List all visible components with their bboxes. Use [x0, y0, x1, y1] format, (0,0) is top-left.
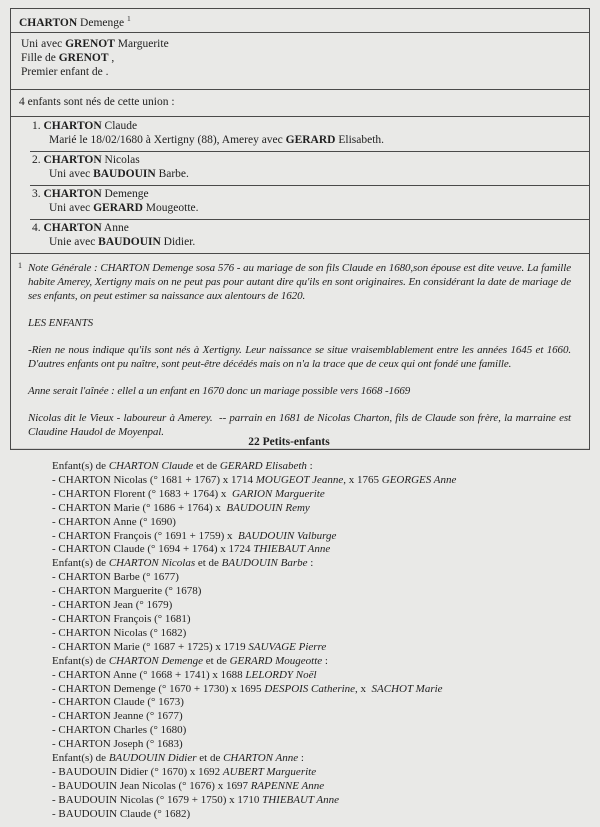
child-row	[30, 185, 589, 219]
person-text: et de	[203, 654, 230, 667]
person-text: :	[306, 460, 313, 472]
note-paragraph: Nicolas dit le Vieux - laboureur à Amerey. -- parrain en 1681 de Nicolas Charton, fils de Claude son frère, la marraine est Claudine Haudol de Moyenpal.	[28, 411, 571, 438]
grandchild-line	[52, 808, 592, 822]
person-text: - CHARTON François (° 1681)	[52, 612, 191, 625]
grandchild-line	[52, 696, 592, 710]
union-line-1	[21, 37, 581, 51]
grandchild-line	[52, 766, 592, 780]
person-text: - CHARTON Anne (° 1690)	[52, 515, 176, 528]
child-detail-text: Marié le 18/02/1680 à Xertigny (88), Amerey avec	[49, 134, 286, 147]
person-text: Enfant(s) de	[52, 752, 109, 765]
note-paragraph: -Rien ne nous indique qu'ils sont nés à Xertigny. Leur naissance se situe vraisemblablement entre les années 1645 et 1660. D'autres enfants ont pu naître, sont peut-être décédés mais on n'a la trace que de ceux qui ont fondé une famille.	[28, 343, 571, 370]
child-detail-text: Unie avec	[49, 236, 99, 249]
person-text: - CHARTON Nicolas (° 1682)	[52, 626, 187, 639]
person-text: Enfant(s) de	[52, 557, 109, 570]
person-text: , x	[355, 682, 372, 695]
person-text: - CHARTON Barbe (° 1677)	[52, 571, 179, 584]
person-text: - CHARTON Demenge (° 1670 + 1730) x 1695	[52, 682, 265, 695]
person-text: - CHARTON Anne (° 1668 + 1741) x 1688	[52, 668, 246, 681]
person-text: - BAUDOUIN Jean Nicolas (° 1676) x 1697	[52, 779, 251, 792]
union-line-2-rest: ,	[108, 51, 115, 64]
grandchild-line	[52, 710, 592, 724]
subject-firstname: Demenge	[80, 16, 125, 29]
spouse-name: GARION Marguerite	[231, 487, 325, 500]
grandchild-line	[52, 641, 592, 655]
child-name	[32, 120, 585, 133]
subject-surname: CHARTON	[19, 16, 78, 29]
child-row	[30, 219, 589, 253]
child-row	[30, 117, 589, 151]
person-text: - CHARTON Marie (° 1687 + 1725) x 1719	[52, 640, 249, 653]
person-text: :	[322, 654, 328, 667]
grandchild-line	[52, 724, 592, 738]
record-title-row	[11, 9, 589, 33]
union-line-2-text: Fille de	[21, 51, 59, 64]
person-text: et de	[196, 752, 224, 765]
child-firstname: Nicolas	[104, 153, 140, 166]
grandchild-line	[52, 599, 592, 613]
child-spouse-firstname: Elisabeth.	[335, 134, 385, 147]
person-text: Enfant(s) de	[52, 654, 109, 667]
person-text: - CHARTON Jean (° 1679)	[52, 599, 173, 612]
child-spouse-firstname: Didier.	[160, 236, 196, 249]
person-text: - CHARTON François (° 1691 + 1759) x	[52, 529, 239, 542]
grandchild-line	[52, 683, 592, 697]
grandchild-line	[52, 738, 592, 752]
union-info-row	[11, 33, 589, 90]
child-spouse-firstname: Mougeotte.	[142, 202, 199, 215]
grandchildren-group-header	[52, 557, 592, 571]
child-surname: CHARTON	[43, 187, 102, 200]
grandchild-line	[52, 516, 592, 530]
spouse-name: GERARD Mougeotte	[229, 654, 323, 667]
grandchild-line	[52, 543, 592, 557]
child-detail	[49, 166, 585, 181]
person-text: :	[307, 557, 314, 570]
spouse-name: THIEBAUT Anne	[262, 793, 340, 806]
note-paragraph: Note Générale : CHARTON Demenge sosa 576 - au mariage de son fils Claude en 1680,son épouse est dite veuve. La famille habite Amerey, Xertigny mais on ne peut pas pour autant dire qu'ils en sont originaires. En considérant la date de mariage de ses enfants, on peut estimer sa naissance aux alentours de 1620.	[28, 261, 571, 302]
spouse-name: BAUDOUIN Barbe	[221, 557, 308, 570]
child-firstname: Anne	[103, 221, 129, 234]
spouse-firstname: Marguerite	[114, 37, 169, 50]
child-detail	[49, 132, 585, 147]
spouse-name: SAUVAGE Pierre	[248, 640, 327, 653]
child-spouse-surname: GERARD	[93, 202, 143, 215]
person-text: - CHARTON Claude (° 1694 + 1764) x 1724	[52, 543, 254, 556]
spouse-name: BAUDOUIN Didier	[108, 752, 197, 765]
person-text: - BAUDOUIN Didier (° 1670) x 1692	[52, 765, 223, 778]
child-spouse-surname: BAUDOUIN	[98, 236, 161, 249]
child-firstname: Claude	[104, 119, 138, 132]
grandchild-line	[52, 571, 592, 585]
note-paragraph: LES ENFANTS	[28, 316, 94, 329]
child-surname: CHARTON	[43, 153, 102, 166]
person-text: - CHARTON Charles (° 1680)	[52, 724, 187, 737]
union-line-2	[21, 51, 581, 65]
grandchild-line	[52, 585, 592, 599]
general-note-section	[11, 253, 589, 449]
spouse-name: RAPENNE Anne	[250, 779, 325, 792]
person-text: Enfant(s) de	[52, 460, 109, 472]
grandchildren-group-header	[52, 752, 592, 766]
child-spouse-surname: GERARD	[285, 134, 336, 147]
child-row	[30, 151, 589, 185]
person-text: - BAUDOUIN Claude (° 1682)	[52, 807, 191, 820]
spouse-name: CHARTON Anne	[223, 752, 299, 765]
child-detail-text: Uni avec	[49, 202, 94, 215]
spouse-name: CHARTON Demenge	[108, 654, 204, 667]
child-spouse-firstname: Barbe.	[155, 168, 189, 181]
spouse-name: BAUDOUIN Valburge	[238, 529, 337, 542]
grandchild-line	[52, 488, 592, 502]
grandchild-line	[52, 474, 592, 488]
child-number: 2.	[32, 153, 41, 166]
spouse-name: CHARTON Nicolas	[108, 557, 196, 570]
family-record-box	[10, 8, 590, 450]
child-number: 1.	[32, 119, 41, 132]
spouse-name: CHARTON Claude	[108, 460, 194, 472]
grandchild-line	[52, 502, 592, 516]
child-surname: CHARTON	[43, 119, 102, 132]
child-surname: CHARTON	[43, 221, 102, 234]
person-text: - CHARTON Nicolas (° 1681 + 1767) x 1714	[52, 473, 256, 486]
children-list	[11, 117, 589, 253]
child-spouse-surname: BAUDOUIN	[93, 168, 156, 181]
grandchildren-list	[52, 460, 592, 822]
spouse-surname: GRENOT	[65, 37, 115, 50]
grandchild-line	[52, 669, 592, 683]
union-line-1-text: Uni avec	[21, 37, 66, 50]
grandchildren-heading: 22 Petits-enfants	[248, 436, 330, 448]
person-text: , x 1765	[343, 473, 382, 486]
children-count-header: 4 enfants sont nés de cette union :	[11, 90, 589, 117]
person-text: :	[298, 752, 304, 765]
grandchild-line	[52, 530, 592, 544]
person-text: - CHARTON Joseph (° 1683)	[52, 738, 183, 751]
child-detail-text: Uni avec	[49, 168, 94, 181]
child-name	[32, 154, 585, 167]
footnote-marker: 1	[18, 260, 22, 270]
person-text: et de	[195, 557, 222, 570]
grandchild-line	[52, 794, 592, 808]
person-text: - BAUDOUIN Nicolas (° 1679 + 1750) x 1710	[52, 793, 263, 806]
grandchildren-group-header	[52, 460, 592, 474]
person-text: - CHARTON Marguerite (° 1678)	[52, 585, 202, 598]
spouse-name: DESPOIS Catherine	[264, 682, 356, 695]
child-number: 3.	[32, 187, 41, 200]
spouse-name: AUBERT Marguerite	[222, 765, 317, 778]
spouse-name: LELORDY Noël	[245, 668, 317, 681]
grandchildren-group-header	[52, 655, 592, 669]
spouse-name: GERARD Elisabeth	[219, 460, 307, 472]
child-detail	[49, 200, 585, 215]
spouse-name: BAUDOUIN Remy	[226, 501, 310, 514]
child-number: 4.	[32, 221, 41, 234]
grandchild-line	[52, 613, 592, 627]
person-text: - CHARTON Marie (° 1686 + 1764) x	[52, 501, 227, 514]
grandchild-line	[52, 780, 592, 794]
person-text: et de	[193, 460, 220, 472]
footnote-reference: 1	[127, 14, 131, 23]
child-name	[32, 222, 585, 235]
person-text: - CHARTON Jeanne (° 1677)	[52, 710, 183, 723]
note-paragraph: Anne serait l'aînée : ellel a un enfant en 1670 donc un mariage possible vers 1668 -1669	[28, 384, 411, 397]
child-firstname: Demenge	[104, 187, 149, 200]
person-text: - CHARTON Claude (° 1673)	[52, 696, 184, 709]
child-name	[32, 188, 585, 201]
spouse-father-surname: GRENOT	[58, 51, 109, 64]
grandchild-line	[52, 627, 592, 641]
person-text: - CHARTON Florent (° 1683 + 1764) x	[52, 487, 232, 500]
spouse-name: GEORGES Anne	[381, 473, 457, 486]
spouse-name: THIEBAUT Anne	[253, 543, 331, 556]
spouse-name: MOUGEOT Jeanne	[255, 473, 344, 486]
spouse-name: SACHOT Marie	[371, 682, 443, 695]
child-detail	[49, 234, 585, 249]
union-line-3: Premier enfant de .	[21, 65, 109, 78]
